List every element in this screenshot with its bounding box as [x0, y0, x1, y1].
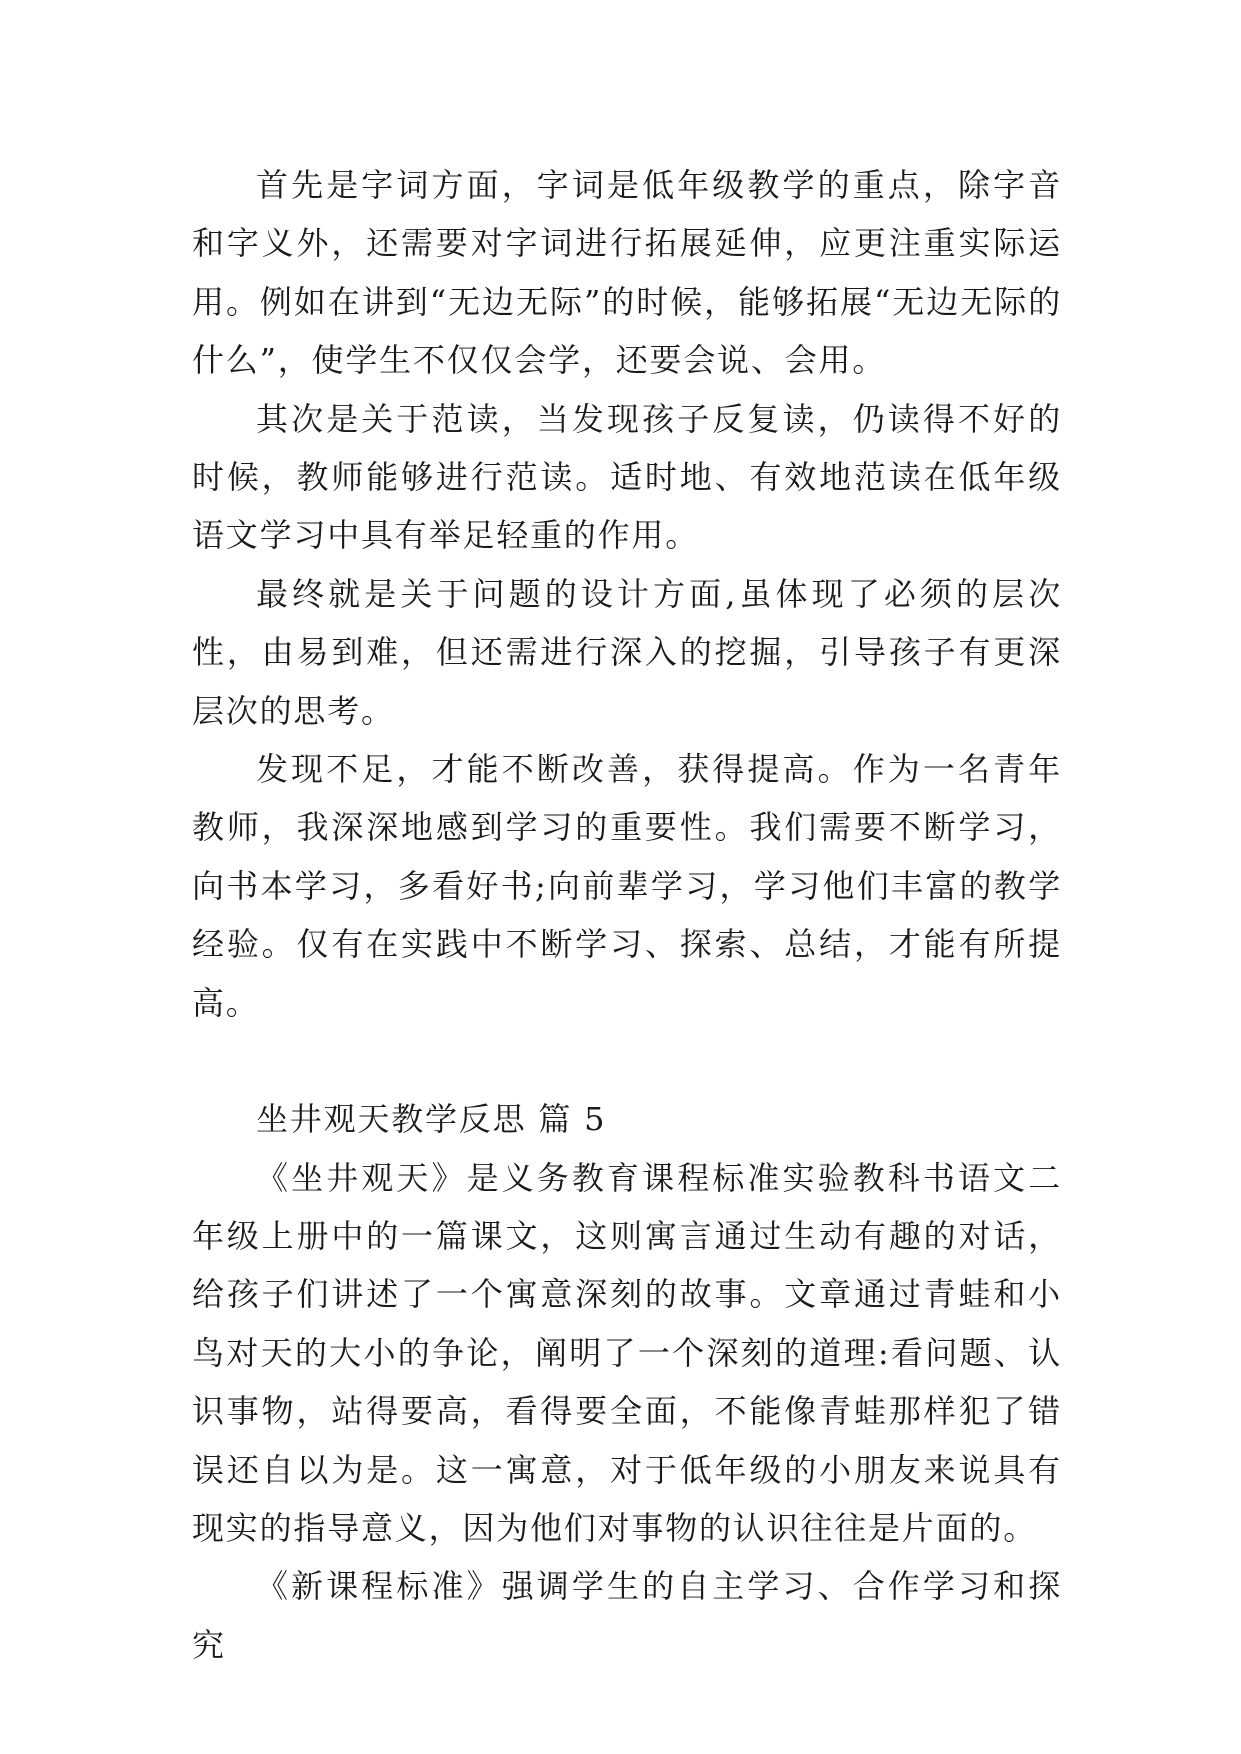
paragraph-question-design: 最终就是关于问题的设计方面,虽体现了必须的层次性，由易到难，但还需进行深入的挖掘，引导孩子有更深层次的思考。	[192, 574, 1062, 730]
paragraph-curriculum-standard: 《新课程标准》强调学生的自主学习、合作学习和探究	[192, 1567, 1062, 1664]
section-spacer	[192, 1032, 1062, 1090]
paragraph-vocabulary: 首先是字词方面，字词是低年级教学的重点，除字音和字义外，还需要对字词进行拓展延伸，应更注重实际运用。例如在讲到“无边无际”的时候，能够拓展“无边无际的什么”，使学生不仅仅会学，还要会说、会用。	[192, 166, 1062, 380]
paragraph-model-reading: 其次是关于范读，当发现孩子反复读，仍读得不好的时候，教师能够进行范读。适时地、有效地范读在低年级语文学习中具有举足轻重的作用。	[192, 399, 1062, 555]
paragraph-lesson-intro: 《坐井观天》是义务教育课程标准实验教科书语文二年级上册中的一篇课文，这则寓言通过生动有趣的对话，给孩子们讲述了一个寓意深刻的故事。文章通过青蛙和小鸟对天的大小的争论，阐明了一个深刻的道理:看问题、认识事物，站得要高，看得要全面，不能像青蛙那样犯了错误还自以为是。这一寓意，对于低年级的小朋友来说具有现实的指导意义，因为他们对事物的认识往往是片面的。	[192, 1158, 1062, 1547]
paragraph-conclusion: 发现不足，才能不断改善，获得提高。作为一名青年教师，我深深地感到学习的重要性。我们需要不断学习，向书本学习，多看好书;向前辈学习，学习他们丰富的教学经验。仅有在实践中不断学习、探索、总结，才能有所提高。	[192, 750, 1062, 1022]
document-body	[192, 156, 1062, 1674]
section-heading: 坐井观天教学反思 篇 5	[256, 1100, 607, 1139]
